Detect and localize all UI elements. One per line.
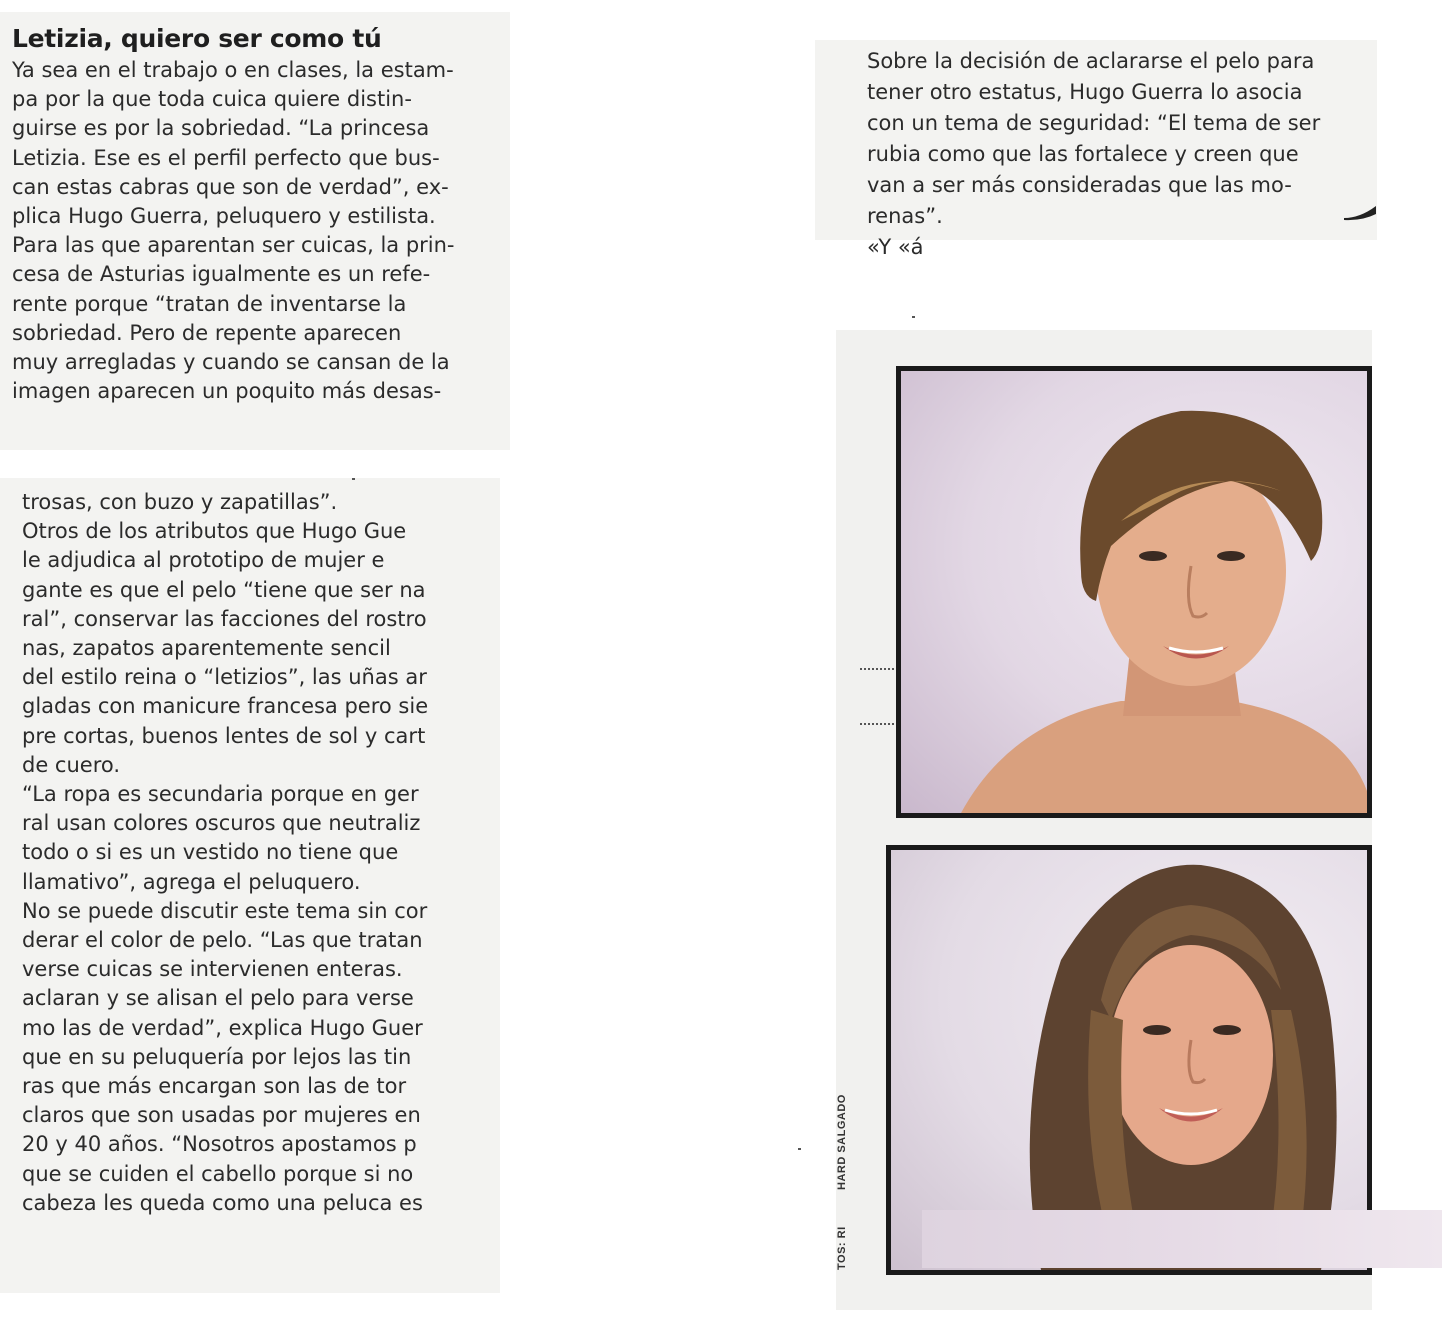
text-line: cabeza les queda como una peluca es [22,1190,423,1215]
portrait-short-hair-illustration [901,371,1367,813]
text-line: renas”. [867,204,943,228]
article-clipping-top-right [815,40,1377,259]
text-line: No se puede discutir este tema sin cor [22,898,428,923]
text-line: que se cuiden el cabello porque si no [22,1161,414,1186]
dotted-rule [860,723,894,725]
text-line: Ya sea en el trabajo o en clases, la estam- [12,58,454,82]
text-line: todo o si es un vestido no tiene que [22,840,399,865]
text-line: que en su peluquería por lejos las tin [22,1044,412,1069]
text-line: gladas con manicure francesa pero sie [22,694,429,719]
text-line: 20 y 40 años. “Nosotros apostamos p [22,1132,417,1157]
print-speck [912,316,915,318]
text-line: Otros de los atributos que Hugo Gue [22,519,407,544]
text-line: Para las que aparentan ser cuicas, la prin- [12,233,455,258]
text-line: aclaran y se alisan el pelo para verse [22,986,414,1011]
text-line: Letizia. Ese es el perfil perfecto que bus- [12,145,440,170]
text-line: rente porque “tratan de inventarse la [12,291,407,316]
text-line: ras que más encargan son las de tor [22,1074,407,1099]
text-line: cesa de Asturias igualmente es un refe- [12,262,431,287]
text-line: rubia como que las fortalece y creen que [867,142,1299,166]
text-line: muy arregladas y cuando se cansan de la [12,350,450,375]
text-line-cut: «Y «á [867,235,924,259]
portrait-photo-short-hair [896,366,1372,818]
text-line: sobriedad. Pero de repente aparecen [12,320,402,345]
article-column-1 [12,56,498,406]
text-line: gante es que el pelo “tiene que ser na [22,577,426,602]
text-line: con un tema de seguridad: “El tema de ser [867,111,1321,135]
text-line: mo las de verdad”, explica Hugo Guer [22,1015,423,1040]
photo-clipping [836,330,1372,1310]
dotted-rule [860,668,894,670]
text-line: trosas, con buzo y zapatillas”. [22,490,338,514]
text-line: llamativo”, agrega el peluquero. [22,869,361,894]
article-column-3 [867,46,1367,259]
article-clipping-bottom-left [0,478,500,1293]
text-line: guirse es por la sobriedad. “La princesa [12,116,430,141]
photo-credit-part-1: TOS: RI [836,1226,848,1270]
text-line: ral”, conservar las facciones del rostro [22,606,427,631]
print-speck [352,478,355,480]
text-line: ral usan colores oscuros que neutraliz [22,811,421,836]
text-line: le adjudica al prototipo de mujer e [22,548,385,573]
text-line: del estilo reina o “letizios”, las uñas ar [22,665,427,690]
text-line: imagen aparecen un poquito más desas- [12,379,442,404]
print-speck [798,1148,801,1150]
text-line: van a ser más consideradas que las mo- [867,173,1292,197]
photo-credit [836,1090,850,1270]
text-line: pre cortas, buenos lentes de sol y cart [22,723,426,748]
page-curl-mark [1342,204,1378,222]
text-line: pa por la que toda cuica quiere distin- [12,87,412,112]
text-line: de cuero. [22,752,121,777]
photo-credit-part-2: HARD SALGADO [836,1094,848,1191]
article-clipping-top-left [0,12,510,450]
article-column-2 [22,488,500,1218]
portrait-long-hair-illustration [891,850,1367,1270]
photo-strip [922,1210,1442,1268]
text-line: verse cuicas se intervienen enteras. [22,957,403,982]
text-line: “La ropa es secundaria porque en ger [22,782,419,807]
text-line: plica Hugo Guerra, peluquero y estilista. [12,204,436,229]
text-line: Sobre la decisión de aclararse el pelo para [867,49,1315,73]
article-headline: Letizia, quiero ser como tú [12,24,382,53]
text-line: nas, zapatos aparentemente sencil [22,636,391,661]
text-line: derar el color de pelo. “Las que tratan [22,928,423,953]
text-line: tener otro estatus, Hugo Guerra lo asocia [867,80,1303,104]
text-line: can estas cabras que son de verdad”, ex- [12,174,449,199]
text-line: claros que son usadas por mujeres en [22,1103,421,1128]
